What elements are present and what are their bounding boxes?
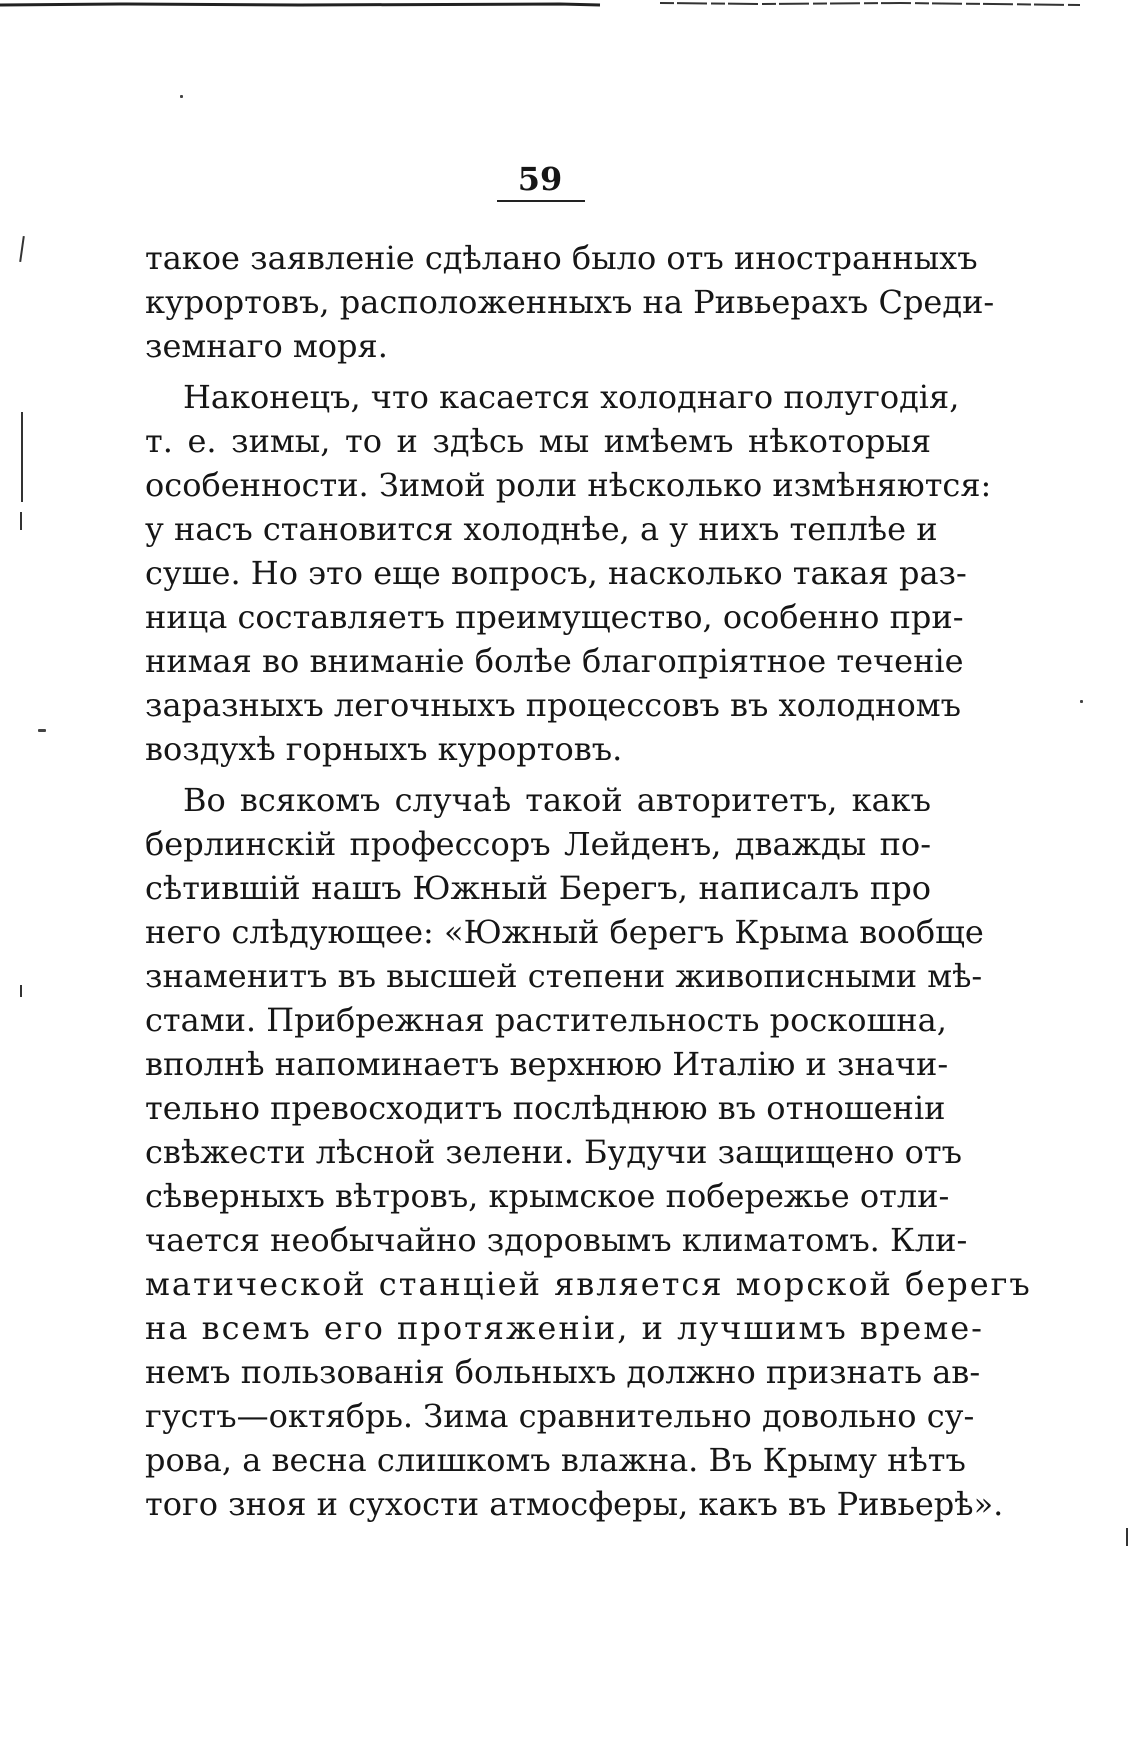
- text-line: берлинскій профессоръ Лейденъ, дважды по-: [145, 825, 931, 863]
- text-line: земнаго моря.: [145, 327, 388, 365]
- margin-mark: [20, 985, 22, 997]
- text-line: ница составляетъ преимущество, особенно при-: [145, 598, 964, 636]
- text-line: того зноя и сухости атмосферы, какъ въ Ривьерѣ».: [145, 1485, 1004, 1523]
- text-line: особенности. Зимой роли нѣсколько измѣняются:: [145, 466, 992, 504]
- text-line: густъ—октябрь. Зима сравнительно довольно су-: [145, 1397, 975, 1435]
- paragraph-3: [145, 778, 1032, 1526]
- page-text: [145, 236, 1032, 1526]
- text-line: суше. Но это еще вопросъ, насколько такая раз-: [145, 554, 967, 592]
- text-line: заразныхъ легочныхъ процессовъ въ холодномъ: [145, 686, 961, 724]
- page-number: 59: [517, 160, 563, 198]
- text-line: рова, а весна слишкомъ влажна. Въ Крыму нѣтъ: [145, 1441, 966, 1479]
- text-line: Во всякомъ случаѣ такой авторитетъ, какъ: [183, 781, 931, 819]
- text-line: сѣверныхъ вѣтровъ, крымское побережье отли-: [145, 1177, 950, 1215]
- text-line: немъ пользованія больныхъ должно признать ав-: [145, 1353, 981, 1391]
- text-line: стами. Прибрежная растительность роскошна,: [145, 1001, 947, 1039]
- text-line: вполнѣ напоминаетъ верхнюю Италію и значи-: [145, 1045, 949, 1083]
- margin-mark: [21, 412, 23, 502]
- paragraph-1: [145, 236, 995, 368]
- text-line: воздухѣ горныхъ курортовъ.: [145, 730, 623, 768]
- text-line: знаменитъ въ высшей степени живописными мѣ-: [145, 957, 983, 995]
- text-line: нимая во вниманіе болѣе благопріятное теченіе: [145, 642, 964, 680]
- text-line: чается необычайно здоровымъ климатомъ. Кли-: [145, 1221, 968, 1259]
- text-line: курортовъ, расположенныхъ на Ривьерахъ Среди-: [145, 283, 995, 321]
- text-line: свѣжести лѣсной зелени. Будучи защищено отъ: [145, 1133, 962, 1171]
- text-line: такое заявленіе сдѣлано было отъ иностранныхъ: [145, 239, 978, 277]
- speck: [180, 95, 183, 98]
- text-line: на всемъ его протяженіи, и лучшимъ време-: [145, 1309, 984, 1347]
- speck: [38, 729, 46, 732]
- text-line: т. е. зимы, то и здѣсь мы имѣемъ нѣкоторыя: [145, 422, 931, 460]
- text-line: Наконецъ, что касается холоднаго полугодія,: [183, 378, 960, 416]
- text-line: него слѣдующее: «Южный берегъ Крыма вообще: [145, 913, 984, 951]
- page-number-rule: [497, 200, 585, 202]
- text-line: у насъ становится холоднѣе, а у нихъ теплѣе и: [145, 510, 938, 548]
- text-line: сѣтившій нашъ Южный Берегъ, написалъ про: [145, 869, 931, 907]
- paragraph-2: [145, 375, 992, 771]
- speck: [1080, 700, 1083, 703]
- top-edge-rule: [0, 0, 1140, 10]
- text-line: матической станціей является морской берегъ: [145, 1265, 1032, 1303]
- margin-mark: [1126, 1528, 1128, 1546]
- margin-mark: [19, 236, 25, 262]
- margin-mark: [20, 512, 22, 530]
- text-line: тельно превосходитъ послѣднюю въ отношеніи: [145, 1089, 946, 1127]
